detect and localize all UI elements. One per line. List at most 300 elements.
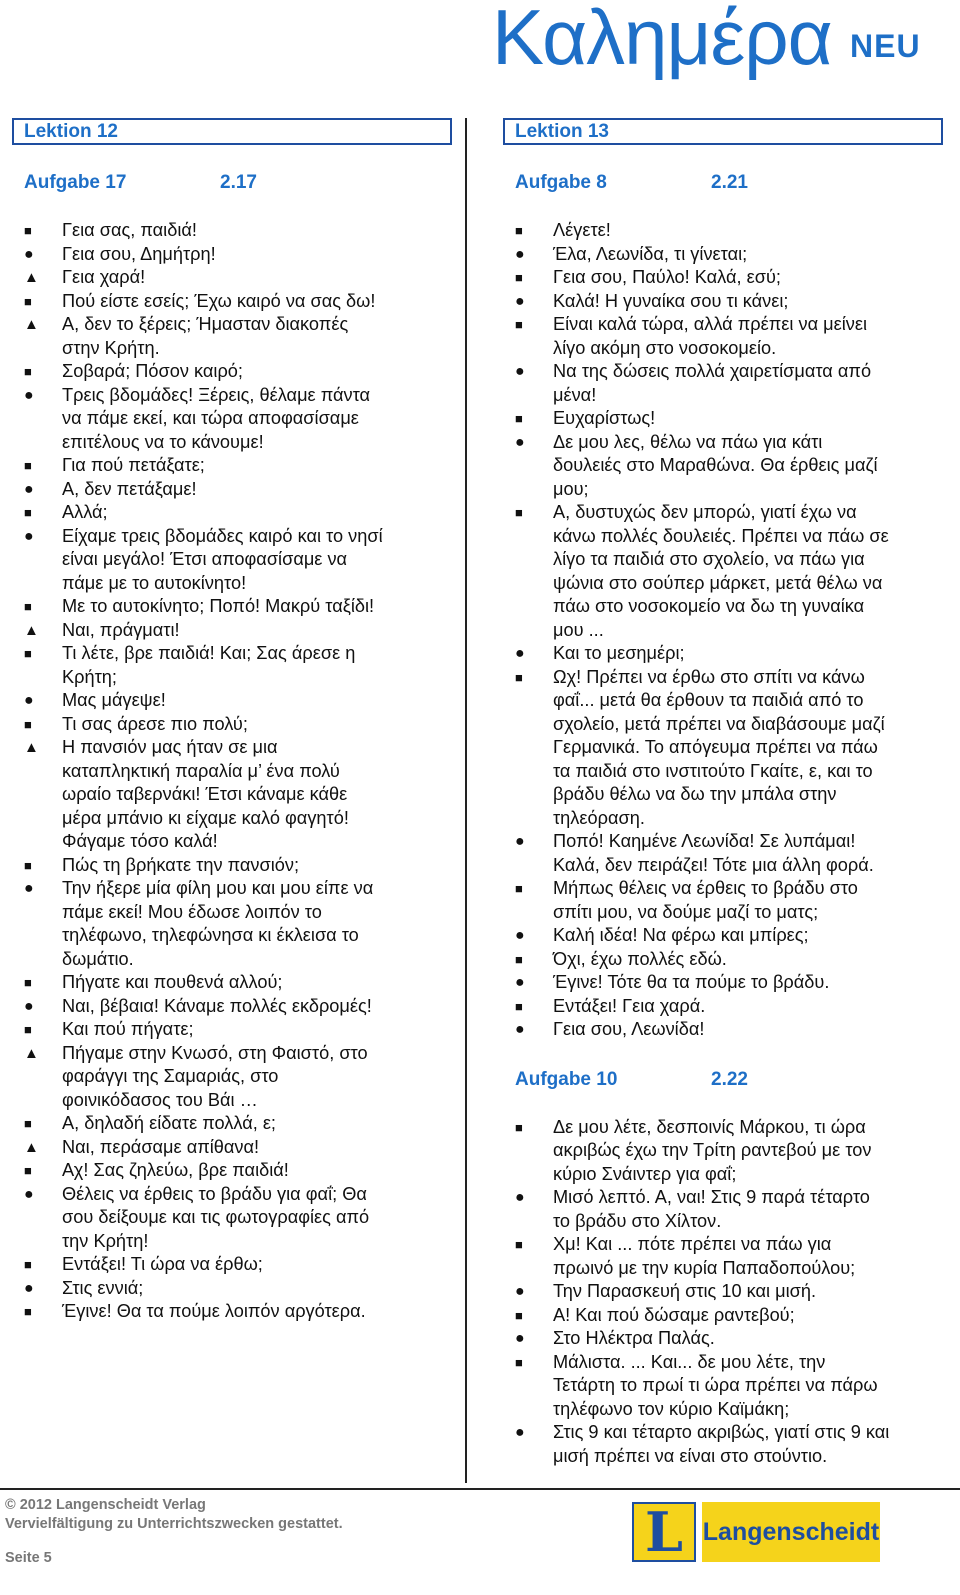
speaker-marker [515,384,553,408]
line-text: Καλά! Η γυναίκα σου τι κάνει; [553,290,789,311]
speaker-marker [24,830,62,854]
square-marker-icon: ■ [24,505,32,520]
circle-marker-icon: ● [515,292,525,310]
line-text: Έλα, Λεωνίδα, τι γίνεται; [553,243,748,264]
speaker-marker [24,783,62,807]
line-text: Αχ! Σας ζηλεύω, βρε παιδιά! [62,1160,289,1180]
triangle-marker-icon: ▲ [24,1044,39,1062]
line-text: τα παιδιά στο ινστιτούτο Γκαίτε, ε, και το [553,760,873,781]
speaker-marker [515,713,553,737]
speaker-marker [515,337,553,361]
line-text: Ναι, πράγματι! [62,619,180,640]
line-text: μου ... [553,619,604,640]
line-text: Και πού πήγατε; [62,1019,194,1039]
exercise-heading [503,1068,943,1092]
speaker-marker [24,666,62,690]
line-text: Μισό λεπτό. Α, ναι! Στις 9 παρά τέταρτο [553,1187,870,1207]
line-text: Ποπό! Καημένε Λεωνίδα! Σε λυπάμαι! [553,831,856,851]
speaker-marker [24,948,62,972]
line-text: Γεια χαρά! [62,267,146,287]
square-marker-icon: ■ [515,669,523,685]
line-text: Εντάξει! Τι ώρα να έρθω; [62,1254,263,1274]
line-text: μένα! [553,384,597,405]
triangle-marker-icon: ▲ [24,269,39,286]
right-column [503,118,943,1468]
line-text: Πήγαμε στην Κνωσό, στη Φαιστό, στο [62,1042,368,1063]
speaker-marker [515,572,553,596]
dialogue-line [24,1253,452,1277]
square-marker-icon: ■ [24,293,32,309]
speaker-marker [24,901,62,925]
audio-track: 2.22 [711,1068,748,1090]
dialogue-line [515,454,943,478]
dialogue-line [24,1300,452,1324]
circle-marker-icon: ● [24,245,34,263]
speaker-marker [24,1089,62,1113]
line-text: μου; [553,478,589,499]
dialogue-line [24,548,452,572]
dialogue-line [515,431,943,455]
square-marker-icon: ■ [515,411,523,426]
dialogue-line [24,313,452,337]
dialogue-line [24,713,452,737]
dialogue-line [24,1136,452,1160]
dialogue-line [515,642,943,666]
dialogue-line [515,783,943,807]
dialogue-line [24,1042,452,1066]
dialogue [503,1116,943,1469]
line-text: δουλειές στο Μαραθώνα. Θα έρθεις μαζί [553,455,878,475]
square-marker-icon: ■ [24,1257,32,1272]
dialogue-line [24,595,452,619]
line-text: βράδυ θέλω να δω την μπάλα στην [553,784,837,804]
dialogue-line [515,219,943,243]
speaker-marker [515,1445,553,1469]
square-marker-icon: ■ [515,998,523,1014]
speaker-marker [515,548,553,572]
line-text: Αλλά; [62,502,108,522]
dialogue-line [515,713,943,737]
triangle-marker-icon: ▲ [24,739,39,756]
exercise-heading [503,171,943,195]
speaker-marker [24,807,62,831]
line-text: Φάγαμε τόσο καλά! [62,831,218,851]
line-text: Εντάξει! Γεια χαρά. [553,995,706,1016]
line-text: Α, δεν το ξέρεις; Ήμασταν διακοπές [62,314,349,334]
square-marker-icon: ■ [24,458,32,473]
line-text: τηλεόραση. [553,807,645,828]
dialogue-line [24,901,452,925]
lesson-heading: Lektion 13 [503,118,943,145]
speaker-marker [515,1210,553,1234]
speaker-marker [515,1374,553,1398]
line-text: Α, δηλαδή είδατε πολλά, ε; [62,1113,276,1133]
speaker-marker [24,1230,62,1254]
line-text: τηλέφωνο τον κύριο Καϊμάκη; [553,1398,790,1419]
line-text: Μάλιστα. ... Και... δε μου λέτε, την [553,1351,826,1372]
line-text: Ναι, βέβαια! Κάναμε πολλές εκδρομές! [62,995,372,1016]
dialogue [503,219,943,1042]
line-text: Με το αυτοκίνητο; Ποπό! Μακρύ ταξίδι! [62,596,375,616]
circle-marker-icon: ● [24,527,34,545]
copyright-line: © 2012 Langenscheidt Verlag [5,1497,206,1513]
dialogue-line [24,525,452,549]
square-marker-icon: ■ [24,646,32,661]
line-text: καταπληκτική παραλία μ’ ένα πολύ [62,760,340,781]
line-text: στην Κρήτη. [62,337,160,358]
dialogue-line [515,266,943,290]
dialogue-line [515,995,943,1019]
brand-title: Καλημέρα [492,0,832,81]
dialogue-line [24,830,452,854]
line-text: Είχαμε τρεις βδομάδες καιρό και το νησί [62,525,383,546]
dialogue-line [24,877,452,901]
dialogue-line [24,1159,452,1183]
dialogue-line [24,807,452,831]
audio-track: 2.21 [711,172,748,193]
speaker-marker [515,807,553,831]
speaker-marker [515,783,553,807]
line-text: Και το μεσημέρι; [553,643,685,663]
dialogue-line [24,1065,452,1089]
line-text: Την ήξερε μία φίλη μου και μου είπε να [62,878,374,898]
exercise-label: Aufgabe 8 [515,172,607,193]
line-text: λίγο τα παιδιά στο σχολείο, να πάω για [553,549,865,569]
speaker-marker [515,1398,553,1422]
dialogue-line [24,1018,452,1042]
notice-line: Vervielfältigung zu Unterrichtszwecken gestattet. [5,1516,343,1532]
dialogue-line [515,1210,943,1234]
speaker-marker [515,689,553,713]
dialogue-line [24,360,452,384]
circle-marker-icon: ● [515,645,525,662]
dialogue-line [515,1351,943,1375]
dialogue-line [24,290,452,314]
dialogue [12,219,452,1324]
speaker-marker [515,736,553,760]
line-text: σου δείξουμε και τις φωτογραφίες από [62,1207,370,1227]
footer-rule [0,1488,960,1490]
dialogue-line [515,1304,943,1328]
line-text: Λέγετε! [553,220,611,240]
circle-marker-icon: ● [515,1424,525,1441]
line-text: την Κρήτη! [62,1230,149,1251]
line-text: Να της δώσεις πολλά χαιρετίσματα από [553,361,872,381]
line-text: Γερμανικά. Το απόγευμα πρέπει να πάω [553,737,878,757]
speaker-marker [515,619,553,643]
dialogue-line [515,1280,943,1304]
square-marker-icon: ■ [24,975,32,990]
dialogue-line [24,243,452,267]
square-marker-icon: ■ [515,505,523,520]
dialogue-line [515,924,943,948]
line-text: επιτέλους να το κάνουμε! [62,431,264,452]
line-text: Έγινε! Θα τα πούμε λοιπόν αργότερα. [62,1301,366,1321]
line-text: ψώνια στο σούπερ μάρκετ, μετά θέλω να [553,572,883,593]
circle-marker-icon: ● [515,927,525,944]
dialogue-line [515,877,943,901]
line-text: Καλή ιδέα! Να φέρω και μπίρες; [553,925,809,945]
circle-marker-icon: ● [515,1021,525,1038]
dialogue-line [24,266,452,290]
speaker-marker [515,1139,553,1163]
square-marker-icon: ■ [515,1237,523,1252]
circle-marker-icon: ● [515,974,525,991]
dialogue-line [24,384,452,408]
square-marker-icon: ■ [515,317,523,332]
logo-wordmark: Langenscheidt [702,1502,880,1562]
line-text: Στο Ηλέκτρα Παλάς. [553,1328,715,1348]
left-column [12,118,452,1324]
dialogue-line [24,783,452,807]
speaker-marker [24,337,62,361]
line-text: πρωινό με την κυρία Παπαδοπούλου; [553,1257,856,1278]
square-marker-icon: ■ [515,223,523,238]
line-text: Γεια σου, Δημήτρη! [62,243,216,264]
dialogue-line [515,971,943,995]
line-text: Τι σας άρεσε πιο πολύ; [62,713,248,734]
line-text: Α! Και πού δώσαμε ραντεβού; [553,1304,795,1325]
circle-marker-icon: ● [24,880,34,897]
line-text: λίγο ακόμη στο νοσοκομείο. [553,337,777,358]
line-text: μισή πρέπει να είναι στο στούντιο. [553,1445,828,1466]
publisher-logo [632,1502,880,1562]
circle-marker-icon: ● [515,433,525,451]
line-text: Όχι, έχω πολλές εδώ. [553,948,727,969]
speaker-marker [515,595,553,619]
square-marker-icon: ■ [24,857,32,873]
line-text: πάω στο νοσοκομείο να δω τη γυναίκα [553,596,865,616]
exercise-label: Aufgabe 10 [515,1068,618,1090]
dialogue-line [515,1257,943,1281]
dialogue-line [24,478,452,502]
circle-marker-icon: ● [24,1279,34,1297]
triangle-marker-icon: ▲ [24,621,39,639]
line-text: Μας μάγεψε! [62,690,166,710]
speaker-marker [515,901,553,925]
speaker-marker [24,548,62,572]
speaker-marker [24,760,62,784]
exercise-heading [12,171,452,195]
dialogue-line [515,1421,943,1445]
speaker-marker [24,572,62,596]
speaker-marker [515,1257,553,1281]
dialogue-line [24,924,452,948]
line-text: Στις εννιά; [62,1277,144,1298]
line-text: Σοβαρά; Πόσον καιρό; [62,361,243,381]
line-text: σχολείο, μετά πρέπει να διαβάσουμε μαζί [553,713,885,734]
dialogue-line [24,1089,452,1113]
line-text: Δε μου λέτε, δεσποινίς Μάρκου, τι ώρα [553,1116,866,1137]
dialogue-line [24,1230,452,1254]
dialogue-line [515,830,943,854]
dialogue-line [24,995,452,1019]
circle-marker-icon: ● [515,245,525,263]
dialogue-line [24,736,452,760]
line-text: πάμε με το αυτοκίνητο! [62,572,247,593]
dialogue-line [515,619,943,643]
speaker-marker [24,431,62,455]
line-text: Θέλεις να έρθεις το βράδυ για φαΐ; Θα [62,1183,367,1204]
line-text: Η πανσιόν μας ήταν σε μια [62,737,278,757]
speaker-marker [515,525,553,549]
circle-marker-icon: ● [515,1189,525,1206]
dialogue-line [24,407,452,431]
dialogue-line [515,384,943,408]
square-marker-icon: ■ [24,716,32,732]
dialogue-line [515,478,943,502]
dialogue-line [515,360,943,384]
line-text: Α, δυστυχώς δεν μπορώ, γιατί έχω να [553,502,857,522]
square-marker-icon: ■ [24,1116,32,1131]
dialogue-line [24,501,452,525]
dialogue-line [24,948,452,972]
circle-marker-icon: ● [24,480,34,498]
line-text: Πού είστε εσείς; Έχω καιρό να σας δω! [62,290,376,311]
line-text: Για πού πετάξατε; [62,455,205,475]
line-text: Γεια σου, Λεωνίδα! [553,1019,705,1039]
square-marker-icon: ■ [24,1022,32,1037]
square-marker-icon: ■ [24,1304,32,1319]
line-text: κύριο Σνάιντερ για φαΐ; [553,1163,737,1184]
square-marker-icon: ■ [24,223,32,238]
line-text: Πήγατε και πουθενά αλλού; [62,972,283,992]
dialogue-line [515,1445,943,1469]
dialogue-line [24,219,452,243]
circle-marker-icon: ● [515,1283,525,1300]
line-text: Ναι, περάσαμε απίθανα! [62,1136,260,1157]
dialogue-line [24,1183,452,1207]
dialogue-line [24,971,452,995]
footer-copyright [5,1496,343,1534]
speaker-marker [515,1163,553,1187]
line-text: πάμε εκεί! Μου έδωσε λοιπόν το [62,901,322,922]
line-text: Κρήτη; [62,666,117,687]
dialogue-line [24,1112,452,1136]
dialogue-line [515,1398,943,1422]
line-text: φαράγγι της Σαμαριάς, στο [62,1066,279,1086]
brand-header [492,0,942,90]
line-text: δωμάτιο. [62,948,134,969]
dialogue-line [515,854,943,878]
speaker-marker [24,1065,62,1089]
dialogue-line [24,1277,452,1301]
dialogue-line [24,666,452,690]
dialogue-line [24,760,452,784]
speaker-marker [515,854,553,878]
dialogue-line [515,243,943,267]
circle-marker-icon: ● [515,363,525,380]
line-text: κάνω πολλές δουλειές. Πρέπει να πάω σε [553,525,889,546]
speaker-marker [515,760,553,784]
dialogue-line [24,431,452,455]
line-text: Δε μου λες, θέλω να πάω για κάτι [553,431,823,452]
square-marker-icon: ■ [24,599,32,614]
line-text: Τρεις βδομάδες! Ξέρεις, θέλαμε πάντα [62,384,371,405]
dialogue-line [515,1327,943,1351]
dialogue-line [515,736,943,760]
square-marker-icon: ■ [24,364,32,379]
square-marker-icon: ■ [515,1354,523,1370]
line-text: Είναι καλά τώρα, αλλά πρέπει να μείνει [553,314,868,334]
line-text: Μήπως θέλεις να έρθεις το βράδυ στο [553,878,858,898]
dialogue-line [515,595,943,619]
dialogue-line [24,1206,452,1230]
line-text: Την Παρασκευή στις 10 και μισή. [553,1281,817,1301]
line-text: το βράδυ στο Χίλτον. [553,1210,722,1231]
speaker-marker [24,1206,62,1230]
dialogue-line [515,313,943,337]
dialogue-line [24,454,452,478]
audio-track: 2.17 [220,172,257,193]
column-divider [465,118,467,1483]
dialogue-line [515,1018,943,1042]
dialogue-line [24,689,452,713]
line-text: Γεια σου, Παύλο! Καλά, εσύ; [553,267,781,287]
square-marker-icon: ■ [515,1307,523,1323]
line-text: Στις 9 και τέταρτο ακριβώς, γιατί στις 9 και [553,1422,890,1442]
dialogue-line [515,901,943,925]
line-text: να πάμε εκεί, και τώρα αποφασίσαμε [62,408,359,428]
line-text: φαΐ... μετά θα έρθουν τα παιδιά από το [553,690,864,710]
page-number: Seite 5 [5,1550,52,1566]
square-marker-icon: ■ [515,951,523,967]
circle-marker-icon: ● [24,1185,34,1203]
dialogue-line [515,689,943,713]
line-text: ακριβώς έχω την Τρίτη ραντεβού με τον [553,1140,872,1160]
circle-marker-icon: ● [515,833,525,850]
circle-marker-icon: ● [24,997,34,1015]
dialogue-line [515,1374,943,1398]
circle-marker-icon: ● [24,386,34,404]
line-text: σπίτι μου, να δούμε μαζί το ματς; [553,901,819,922]
dialogue-line [24,642,452,666]
triangle-marker-icon: ▲ [24,1138,39,1156]
dialogue-line [515,948,943,972]
square-marker-icon: ■ [24,1163,32,1178]
circle-marker-icon: ● [24,692,34,709]
logo-letter: L [632,1502,696,1562]
line-text: Ωχ! Πρέπει να έρθω στο σπίτι να κάνω [553,666,865,687]
triangle-marker-icon: ▲ [24,316,39,333]
line-text: Τετάρτη το πρωί τι ώρα πρέπει να πάρω [553,1375,878,1395]
dialogue-line [515,290,943,314]
line-text: Τι λέτε, βρε παιδιά! Και; Σας άρεσε η [62,643,356,663]
dialogue-line [24,854,452,878]
dialogue-line [24,572,452,596]
dialogue-line [515,807,943,831]
speaker-marker [515,454,553,478]
dialogue-line [515,501,943,525]
line-text: Καλά, δεν πειράζει! Τότε μια άλλη φορά. [553,854,874,875]
dialogue-line [515,666,943,690]
line-text: Ευχαρίστως! [553,408,656,428]
brand-edition: NEU [850,28,921,64]
line-text: Χμ! Και ... πότε πρέπει να πάω για [553,1234,832,1254]
lesson-heading: Lektion 12 [12,118,452,145]
line-text: φοινικόδασος του Βάι … [62,1089,258,1110]
dialogue-line [24,337,452,361]
dialogue-line [515,1139,943,1163]
line-text: Α, δεν πετάξαμε! [62,478,197,499]
dialogue-line [515,1186,943,1210]
square-marker-icon: ■ [515,1119,523,1135]
dialogue-line [24,619,452,643]
speaker-marker [515,478,553,502]
line-text: Πώς τη βρήκατε την πανσιόν; [62,854,300,875]
dialogue-line [515,525,943,549]
dialogue-line [515,1233,943,1257]
